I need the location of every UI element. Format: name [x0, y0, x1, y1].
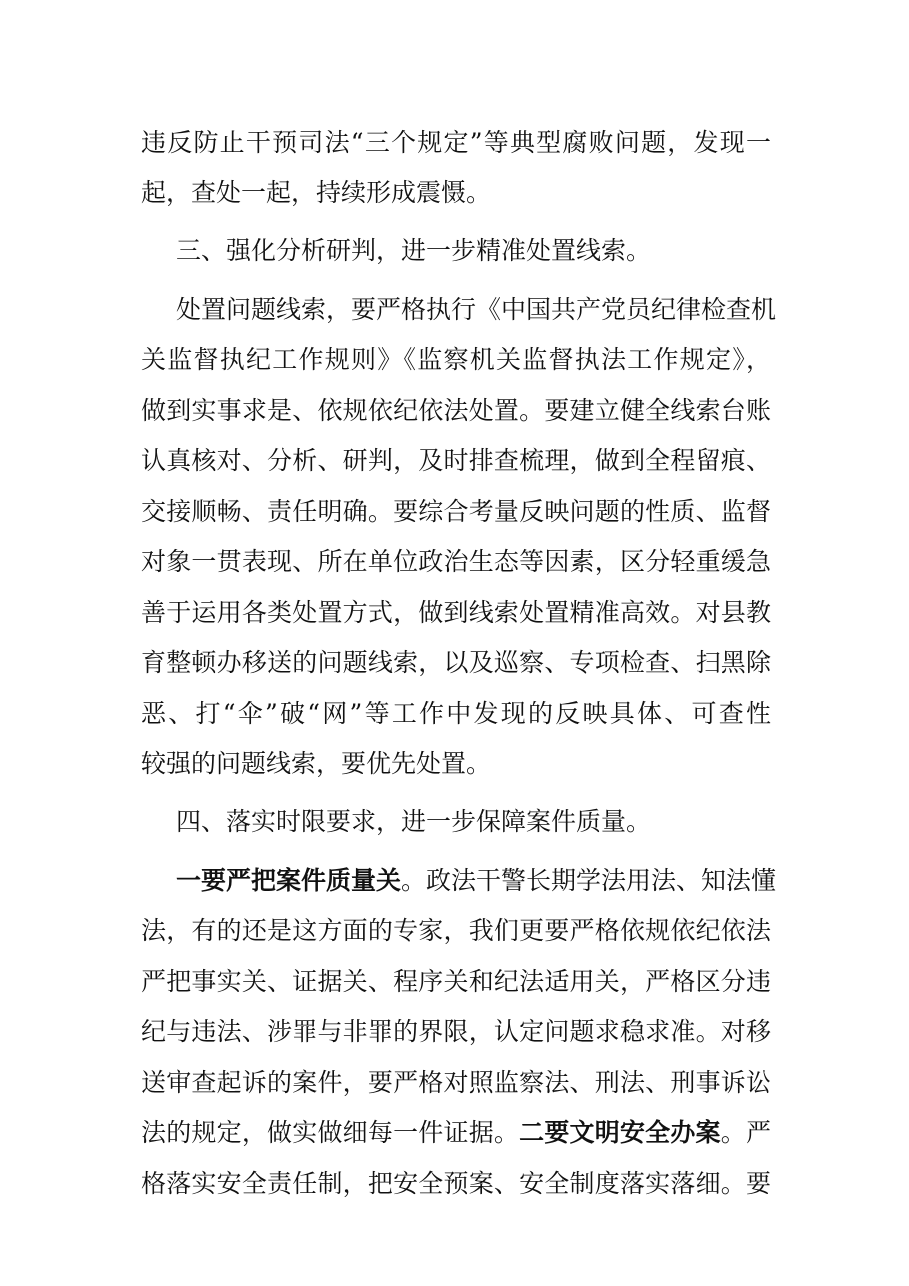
text-run: 。严 [720, 1118, 771, 1147]
paragraph-line: 育整顿办移送的问题线索，以及巡察、专项检查、扫黑除 [141, 648, 771, 677]
paragraph-line: 纪与违法、涉罪与非罪的界限，认定问题求稳求准。对移 [141, 1017, 771, 1046]
paragraph-line: 交接顺畅、责任明确。要综合考量反映问题的性质、监督 [141, 497, 771, 526]
paragraph-line: 恶、打“伞”破“网”等工作中发现的反映具体、可查性 [141, 699, 771, 728]
section-heading-4: 四、落实时限要求，进一步保障案件质量。 [176, 807, 652, 836]
text-run: 法的规定，做实做细每一件证据。 [141, 1118, 520, 1147]
paragraph-line [176, 866, 777, 896]
paragraph-line: 格落实安全责任制，把安全预案、安全制度落实落细。要 [141, 1169, 771, 1198]
paragraph-line: 违反防止干预司法“三个规定”等典型腐败问题，发现一 [141, 128, 771, 157]
paragraph-line: 处置问题线索，要严格执行《中国共产党员纪律检查机 [176, 295, 777, 324]
paragraph-line: 较强的问题线索，要优先处置。 [141, 749, 492, 778]
bold-phrase: 二要文明安全办案 [519, 1118, 721, 1147]
text-run: 。政法干警长期学法用法、知法懂 [401, 866, 777, 895]
bold-phrase: 一要严把案件质量关 [176, 866, 402, 895]
paragraph-line: 做到实事求是、依规依纪依法处置。要建立健全线索台账 [141, 396, 771, 425]
paragraph-line: 严把事实关、证据关、程序关和纪法适用关，严格区分违 [141, 967, 771, 996]
paragraph-line: 法，有的还是这方面的专家，我们更要严格依规依纪依法 [141, 916, 771, 945]
paragraph-line: 送审查起诉的案件，要严格对照监察法、刑法、刑事诉讼 [141, 1068, 771, 1097]
paragraph-line: 善于运用各类处置方式，做到线索处置精准高效。对县教 [141, 598, 771, 627]
paragraph-line: 起，查处一起，持续形成震慑。 [141, 178, 492, 207]
paragraph-line: 对象一贯表现、所在单位政治生态等因素，区分轻重缓急 [141, 547, 771, 576]
section-heading-3: 三、强化分析研判，进一步精准处置线索。 [176, 236, 652, 265]
paragraph-line [141, 1118, 771, 1148]
paragraph-line: 关监督执纪工作规则》《监察机关监督执法工作规定》， [141, 345, 771, 374]
paragraph-line: 认真核对、分析、研判，及时排查梳理，做到全程留痕、 [141, 446, 771, 475]
